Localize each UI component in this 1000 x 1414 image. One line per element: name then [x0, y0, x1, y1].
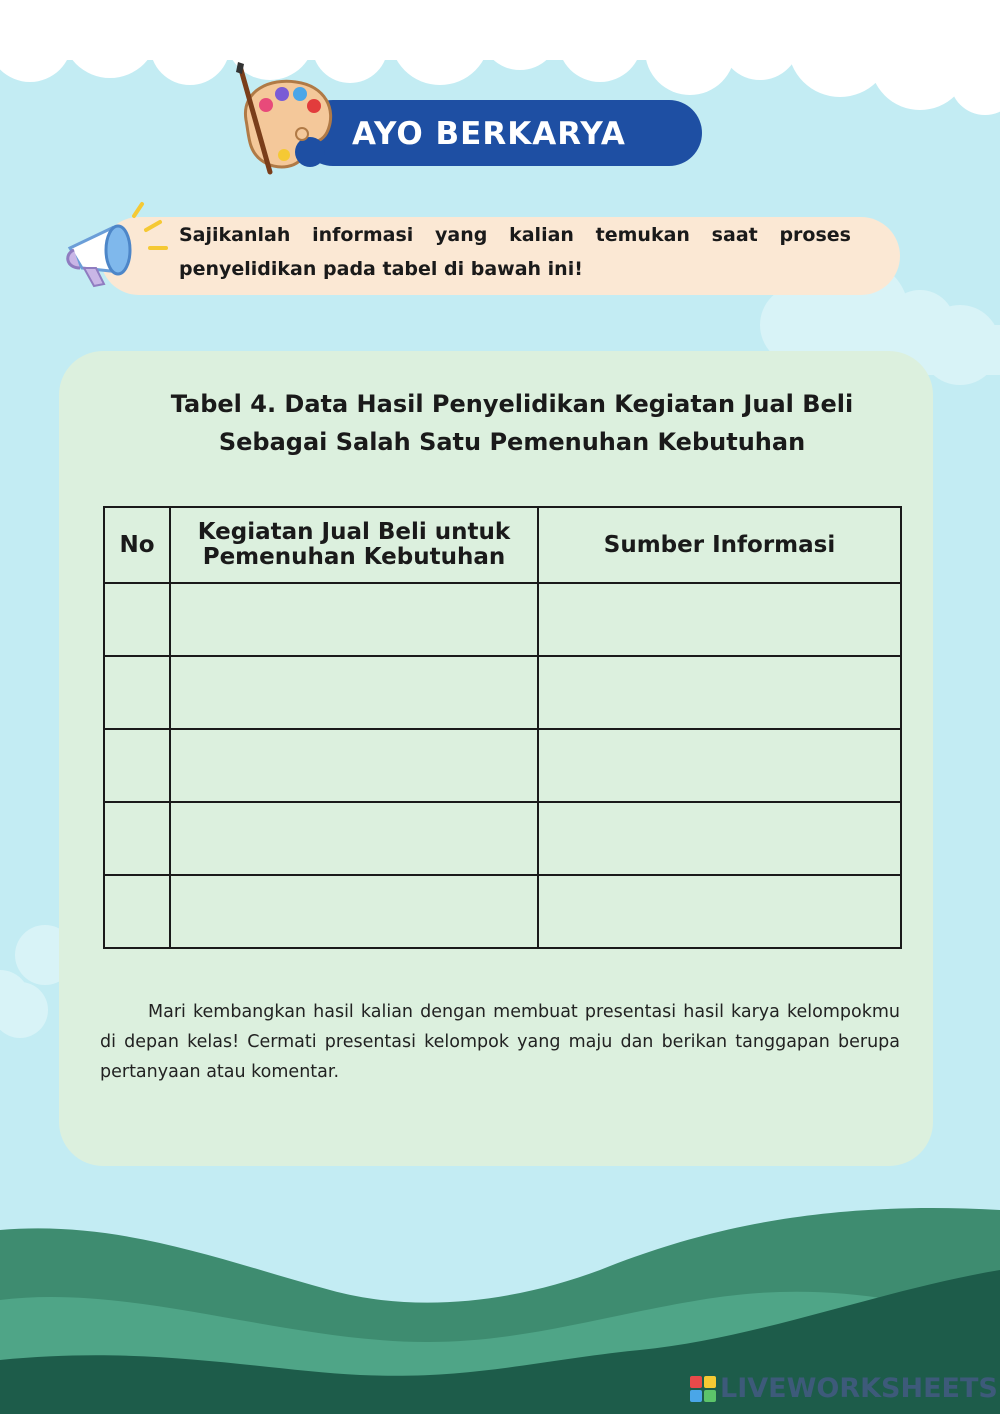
cell-no[interactable]	[104, 656, 170, 729]
brand-watermark[interactable]	[690, 1372, 998, 1406]
cell-source[interactable]	[538, 729, 901, 802]
page-title: AYO BERKARYA	[352, 116, 626, 152]
cell-activity[interactable]	[170, 875, 538, 948]
table-row	[104, 802, 901, 875]
cell-activity[interactable]	[170, 802, 538, 875]
data-table	[103, 506, 902, 949]
cell-source[interactable]	[538, 583, 901, 656]
table-header-row	[104, 507, 901, 583]
brand-text: LIVEWORKSHEETS	[720, 1373, 998, 1404]
cell-source[interactable]	[538, 802, 901, 875]
table-caption	[120, 385, 904, 461]
cell-activity[interactable]	[170, 583, 538, 656]
cell-no[interactable]	[104, 583, 170, 656]
cell-activity[interactable]	[170, 729, 538, 802]
table-row	[104, 656, 901, 729]
cell-no[interactable]	[104, 802, 170, 875]
megaphone-icon	[60, 196, 176, 296]
instruction-text: Sajikanlah informasi yang kalian temukan saat proses penyelidikan pada tabel di bawah ini!	[179, 224, 851, 280]
header-no: No	[104, 507, 170, 583]
cell-no[interactable]	[104, 875, 170, 948]
table-row	[104, 875, 901, 948]
table-row	[104, 729, 901, 802]
top-clouds	[0, 0, 1000, 115]
header-activity: Kegiatan Jual Beli untuk Pemenuhan Kebutuhan	[170, 507, 538, 583]
cell-activity[interactable]	[170, 656, 538, 729]
cell-source[interactable]	[538, 875, 901, 948]
paint-palette-icon	[226, 60, 346, 178]
header-source: Sumber Informasi	[538, 507, 901, 583]
liveworksheets-logo-icon	[690, 1376, 716, 1402]
cell-source[interactable]	[538, 656, 901, 729]
table-row	[104, 583, 901, 656]
cell-no[interactable]	[104, 729, 170, 802]
table-caption-line2: Sebagai Salah Satu Pemenuhan Kebutuhan	[218, 428, 806, 456]
table-caption-line1: Tabel 4. Data Hasil Penyelidikan Kegiatan Jual Beli	[170, 390, 854, 418]
presentation-paragraph: Mari kembangkan hasil kalian dengan membuat presentasi hasil karya kelompokmu di depan kelas! Cermati presentasi kelompok yang maju dan berikan tanggapan berupa pertanyaan atau komentar.	[100, 1002, 900, 1082]
